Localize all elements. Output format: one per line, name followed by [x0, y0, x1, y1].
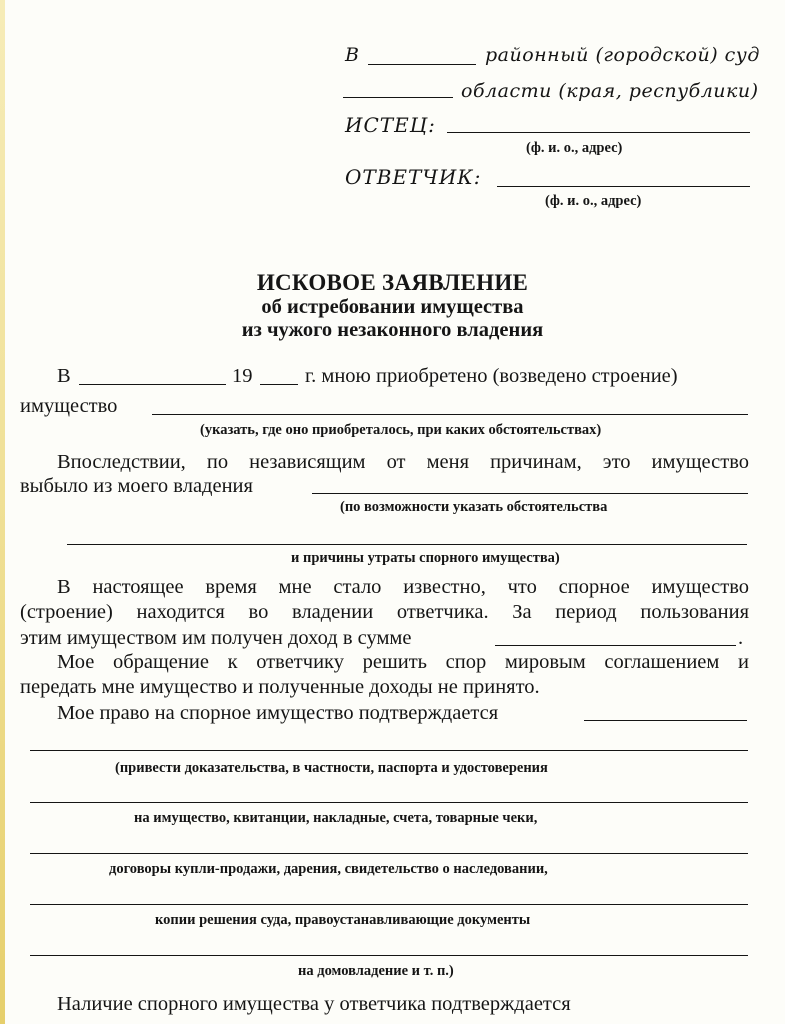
- p3-line1: В настоящее время мне стало известно, что спорное имущество: [57, 576, 749, 598]
- court-prefix: В: [345, 44, 360, 66]
- p5-blank-line-1: [30, 750, 748, 751]
- p4-line2: передать мне имущество и полученные доходы не принято.: [20, 676, 540, 698]
- p1-prefix: В: [57, 365, 71, 387]
- p5-blank-line-5: [30, 955, 748, 956]
- region-name-line: [343, 97, 453, 98]
- p4-line1: Мое обращение к ответчику решить спор мировым соглашением и: [57, 651, 749, 673]
- p1-place-line: [79, 384, 226, 385]
- p3-amount-line: [495, 645, 736, 646]
- p1-hint: (указать, где оно приобреталось, при каких обстоятельствах): [200, 422, 602, 438]
- p3-line2: (строение) находится во владении ответчика. За период пользования: [20, 601, 749, 623]
- p2-line1: Впоследствии, по независящим от меня причинам, это имущество: [57, 451, 749, 473]
- court-suffix: районный (городской) суд: [485, 44, 760, 66]
- defendant-label: ОТВЕТЧИК:: [345, 165, 482, 189]
- p3-period: .: [738, 627, 744, 649]
- defendant-hint: (ф. и. о., адрес): [545, 193, 642, 209]
- plaintiff-label: ИСТЕЦ:: [345, 113, 436, 137]
- p1-property-line: [152, 414, 748, 415]
- p3-line3: этим имуществом им получен доход в сумме: [20, 627, 412, 649]
- p5-hint4: копии решения суда, правоустанавливающие документы: [155, 912, 531, 928]
- p2-hint1: (по возможности указать обстоятельства: [340, 499, 608, 515]
- p5-proof-line: [584, 720, 747, 721]
- document-subtitle-1: об истребовании имущества: [261, 296, 524, 318]
- p2-circumstances-line: [312, 493, 748, 494]
- p5-hint3: договоры купли-продажи, дарения, свидетельство о наследовании,: [109, 861, 548, 877]
- p5-hint1: (привести доказательства, в частности, паспорта и удостоверения: [115, 760, 548, 776]
- p5-line1: Мое право на спорное имущество подтверждается: [57, 702, 499, 724]
- p5-hint2: на имущество, квитанции, накладные, счета, товарные чеки,: [134, 810, 538, 826]
- plaintiff-hint: (ф. и. о., адрес): [526, 140, 623, 156]
- court-name-line: [368, 64, 476, 65]
- p2-line2: выбыло из моего владения: [20, 475, 253, 497]
- p1-rest: г. мною приобретено (возведено строение): [305, 365, 678, 387]
- p1-line2: имущество: [20, 395, 118, 417]
- p5-hint5: на домовладение и т. п.): [298, 963, 454, 979]
- document-subtitle-2: из чужого незаконного владения: [241, 319, 544, 341]
- document-title: ИСКОВОЕ ЗАЯВЛЕНИЕ: [256, 270, 529, 295]
- p1-year-line: [260, 384, 298, 385]
- p2-extra-line: [67, 544, 747, 545]
- defendant-line: [497, 186, 750, 187]
- p1-year: 19: [232, 365, 253, 387]
- p2-hint2: и причины утраты спорного имущества): [291, 550, 560, 566]
- page-edge: [0, 0, 5, 1024]
- p5-blank-line-3: [30, 853, 748, 854]
- plaintiff-line: [447, 132, 750, 133]
- region-suffix: области (края, республики): [461, 80, 759, 102]
- p5-blank-line-4: [30, 904, 748, 905]
- p6-line1: Наличие спорного имущества у ответчика подтверждается: [57, 993, 571, 1015]
- p5-blank-line-2: [30, 802, 748, 803]
